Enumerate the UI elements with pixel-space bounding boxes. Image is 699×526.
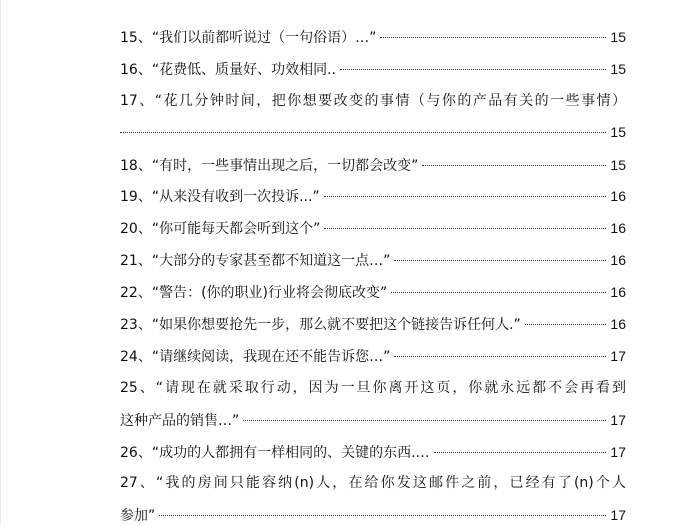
toc-entry-27-continued[interactable]	[120, 505, 626, 525]
toc-page-number: 15	[610, 61, 626, 77]
toc-entry-23[interactable]	[120, 314, 626, 334]
toc-entry-title: 26、“成功的人都拥有一样相同的、关键的东西.…	[120, 445, 430, 461]
toc-dot-leader	[380, 37, 606, 38]
toc-entry-22[interactable]	[120, 282, 626, 302]
toc-entry-17[interactable]	[120, 91, 626, 111]
toc-page-number: 15	[610, 29, 626, 45]
toc-page-number: 16	[610, 252, 626, 268]
toc-page-number: 15	[610, 157, 626, 173]
toc-entry-17-continued[interactable]	[120, 122, 626, 142]
toc-entry-27[interactable]	[120, 473, 626, 493]
toc-dot-leader	[422, 165, 606, 166]
toc-dot-leader	[324, 196, 607, 197]
page-edge	[0, 0, 1, 523]
toc-entry-title: 23、“如果你想要抢先一步，那么就不要把这个链接告诉任何人.”	[120, 317, 521, 333]
toc-entry-title: 18、“有时，一些事情出现之后，一切都会改变”	[120, 158, 419, 174]
toc-entry-title: 25、“请现在就采取行动，因为一旦你离开这页，你就永远都不会再看到	[120, 380, 626, 396]
toc-dot-leader	[394, 260, 606, 261]
toc-page-number: 17	[610, 412, 626, 428]
toc-entry-20[interactable]	[120, 218, 626, 238]
toc-entry-title: 16、“花费低、质量好、功效相同..	[120, 62, 336, 78]
toc-entry-19[interactable]	[120, 186, 626, 206]
toc-page-number: 16	[610, 188, 626, 204]
toc-dot-leader	[434, 452, 607, 453]
toc-page-number: 16	[610, 316, 626, 332]
toc-entry-26[interactable]	[120, 442, 626, 462]
toc-page-number: 17	[610, 507, 626, 523]
toc-page-number: 16	[610, 220, 626, 236]
toc-dot-leader	[525, 324, 607, 325]
toc-page-number: 16	[610, 284, 626, 300]
toc-entry-title: 17、“花几分钟时间，把你想要改变的事情（与你的产品有关的一些事情）	[120, 93, 626, 109]
toc-dot-leader	[391, 292, 606, 293]
toc-entry-title: 19、“从来没有收到一次投诉...”	[120, 189, 320, 205]
toc-entry-21[interactable]	[120, 250, 626, 270]
toc-entry-title: 这种产品的销售…”	[120, 413, 240, 429]
toc-entry-title: 22、“警告：(你的职业)行业将会彻底改变”	[120, 285, 388, 301]
toc-entry-title: 27、“我的房间只能容纳(n)人，在给你发这邮件之前，已经有了(n)个人	[120, 475, 626, 491]
toc-entry-24[interactable]	[120, 346, 626, 366]
toc-dot-leader	[394, 356, 606, 357]
toc-entry-title: 21、“大部分的专家甚至都不知道这一点…”	[120, 253, 391, 269]
toc-entry-25-continued[interactable]	[120, 410, 626, 430]
toc-entry-16[interactable]	[120, 59, 626, 79]
toc-entry-title: 15、“我们以前都听说过（一句俗语）…”	[120, 30, 377, 46]
toc-entry-title: 20、“你可能每天都会听到这个”	[120, 221, 321, 237]
toc-entry-title: 参加”	[120, 508, 156, 524]
toc-entry-title: 24、“请继续阅读，我现在还不能告诉您…”	[120, 349, 391, 365]
toc-dot-leader	[120, 132, 606, 133]
toc-entry-18[interactable]	[120, 155, 626, 175]
toc-page-number: 17	[610, 444, 626, 460]
toc-page-number: 15	[610, 124, 626, 140]
toc-dot-leader	[340, 69, 606, 70]
toc-entry-15[interactable]	[120, 27, 626, 47]
toc-dot-leader	[324, 228, 606, 229]
table-of-contents	[120, 0, 626, 523]
toc-page-number: 17	[610, 348, 626, 364]
toc-entry-25[interactable]	[120, 378, 626, 398]
toc-dot-leader	[243, 420, 606, 421]
toc-dot-leader	[159, 515, 606, 516]
